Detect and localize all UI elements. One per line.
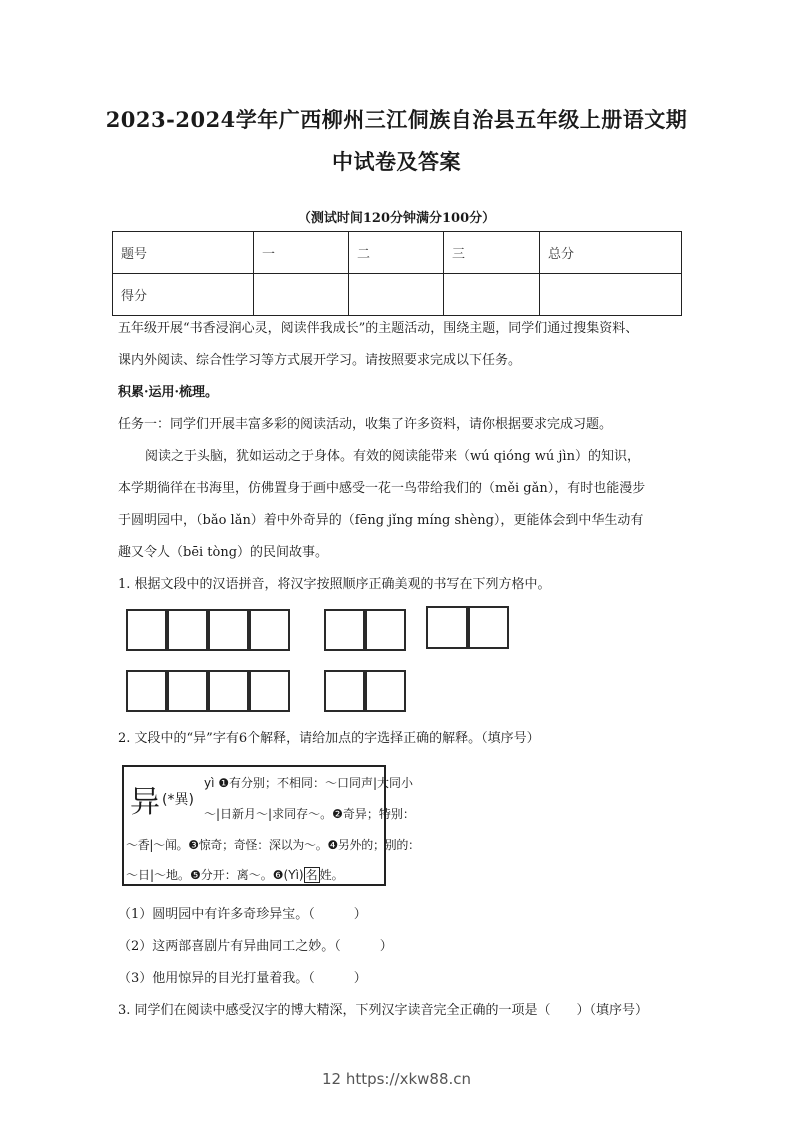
grid-box-1-4[interactable]	[249, 609, 290, 651]
q2-item-2: （2）这两部喜剧片有异曲同工之妙。（ ）	[118, 939, 393, 954]
dictionary-line-1: yì ❶有分别；不相同：～口同声|大同小	[204, 776, 414, 790]
cell-section-3: 三	[444, 232, 540, 274]
score-table-header-row	[113, 232, 682, 274]
passage-line-2: 本学期徜徉在书海里，仿佛置身于画中感受一花一鸟带给我们的（měi gǎn），有时也能漫步	[118, 481, 646, 496]
grid-box-2-1[interactable]	[324, 609, 365, 651]
q2-item-3: （3）他用惊异的目光打量着我。（ ）	[118, 971, 367, 986]
grid-box-1-1[interactable]	[126, 609, 167, 651]
grid-box-3-2[interactable]	[468, 606, 509, 649]
q2-item-1: （1）圆明园中有许多奇珍异宝。（ ）	[118, 907, 367, 922]
cell-score-2[interactable]	[349, 274, 444, 316]
cell-score-1[interactable]	[254, 274, 349, 316]
question-2: 2. 文段中的“异”字有6个解释，请给加点的字选择正确的解释。（填序号）	[118, 731, 540, 746]
passage-line-3: 于圆明园中，（bǎo lǎn）着中外奇异的（fēng jǐng míng shèng），更能体会到中华生动有	[118, 513, 644, 528]
document-title-line2: 中试卷及答案	[332, 149, 461, 174]
grid-box-2-2[interactable]	[365, 609, 406, 651]
dictionary-entry-image	[122, 765, 420, 886]
cell-score-total[interactable]	[540, 274, 682, 316]
grid-box-5-2[interactable]	[365, 670, 406, 712]
score-table-score-row	[113, 274, 682, 316]
grid-box-1-3[interactable]	[208, 609, 249, 651]
cell-score-label: 得分	[113, 274, 254, 316]
cell-question-number-label: 题号	[113, 232, 254, 274]
dictionary-line-2: ～|日新月～|求同存～。❷奇异；特别：	[204, 807, 415, 821]
dictionary-line-3: ～香|～闻。❸惊奇；奇怪：深以为～。❹另外的；别的：	[126, 838, 420, 852]
score-table	[112, 231, 682, 316]
document-title-line1: 2023-2024学年广西柳州三江侗族自治县五年级上册语文期	[105, 107, 688, 132]
cell-total-label: 总分	[540, 232, 682, 274]
grid-box-5-1[interactable]	[324, 670, 365, 712]
page-footer: 12 https://xkw88.cn	[321, 1070, 472, 1088]
passage-line-4: 趣又令人（bēi tòng）的民间故事。	[118, 545, 329, 560]
grid-box-4-2[interactable]	[167, 670, 208, 712]
question-1: 1. 根据文段中的汉语拼音，将汉字按照顺序正确美观的书写在下列方格中。	[118, 577, 551, 592]
passage-line-1: 阅读之于头脑，犹如运动之于身体。有效的阅读能带来（wú qióng wú jìn）的知识，	[145, 449, 640, 464]
grid-box-4-4[interactable]	[249, 670, 290, 712]
cell-section-2: 二	[349, 232, 444, 274]
task1-instruction: 任务一：同学们开展丰富多彩的阅读活动，收集了许多资料，请你根据要求完成习题。	[118, 417, 613, 432]
dictionary-traditional-form: (*異)	[162, 792, 194, 808]
grid-box-1-2[interactable]	[167, 609, 208, 651]
grid-box-4-1[interactable]	[126, 670, 167, 712]
dictionary-line-4-text: ～日|～地。❺分开：离～。❻(Yì)	[126, 868, 304, 882]
section-heading: 积累·运用·梳理。	[118, 385, 219, 400]
dictionary-line-4-end: 姓。	[319, 868, 344, 882]
dictionary-boxed-char: 名	[305, 868, 318, 882]
cell-score-3[interactable]	[444, 274, 540, 316]
dictionary-headword: 异	[130, 785, 160, 820]
intro-line-1: 五年级开展“书香浸润心灵，阅读伴我成长”的主题活动，围绕主题，同学们通过搜集资料、	[118, 321, 639, 336]
exam-duration-note: （测试时间120分钟满分100分）	[297, 211, 496, 226]
question-3: 3. 同学们在阅读中感受汉字的博大精深，下列汉字读音完全正确的一项是（ ）（填序号）	[118, 1003, 649, 1018]
grid-box-3-1[interactable]	[426, 606, 468, 649]
cell-section-1: 一	[254, 232, 349, 274]
grid-box-4-3[interactable]	[208, 670, 249, 712]
intro-line-2: 课内外阅读、综合性学习等方式展开学习。请按照要求完成以下任务。	[118, 353, 522, 368]
dictionary-line-4	[126, 866, 344, 883]
